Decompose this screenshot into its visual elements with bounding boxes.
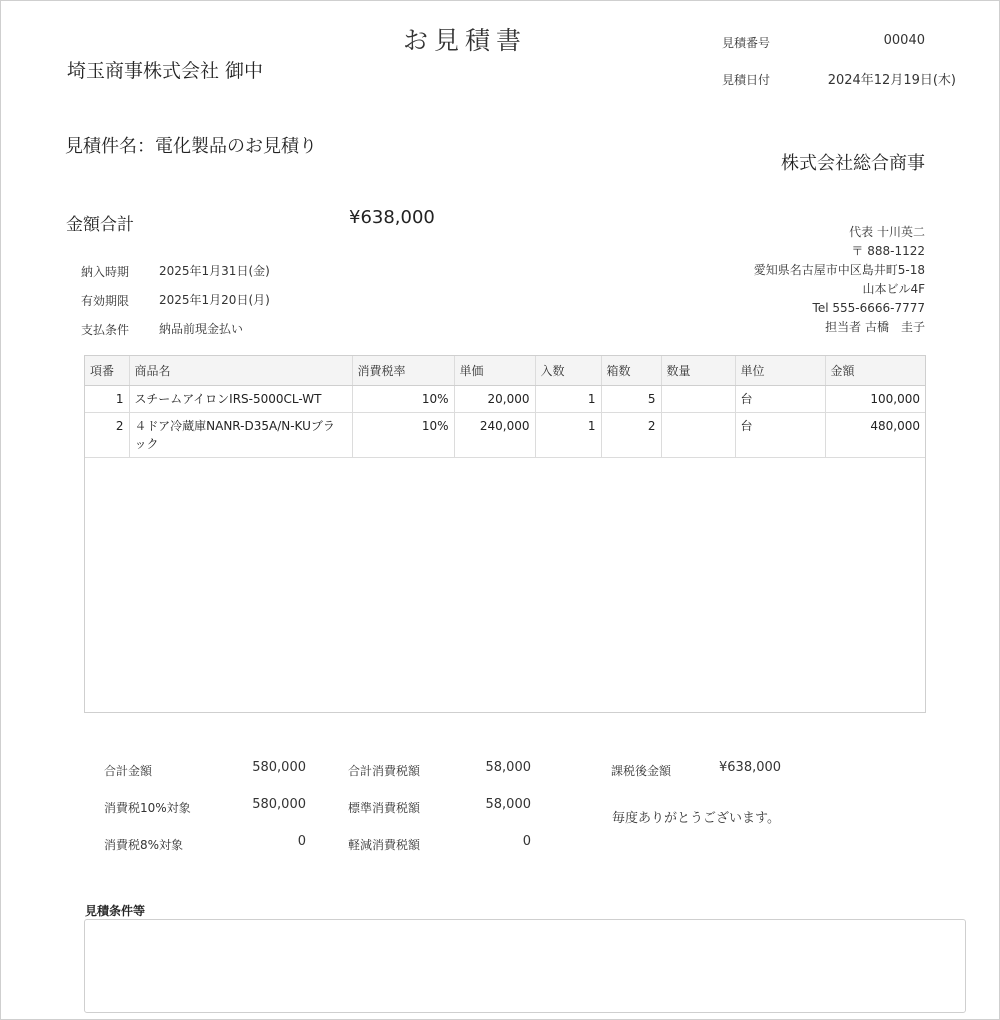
tax8-target-value: 0: [297, 834, 306, 849]
column-header: 消費税率: [352, 356, 454, 386]
table-row: [85, 413, 925, 458]
issuer-representative: 代表 十川英二: [849, 225, 925, 239]
reduced-tax-label: 軽減消費税額: [348, 838, 421, 852]
delivery-value: 2025年1月31日(金): [159, 264, 270, 278]
after-tax-label: 課税後金額: [611, 764, 672, 778]
notes-label: 見積条件等: [85, 904, 146, 918]
quote-number-label: 見積番号: [722, 36, 771, 50]
standard-tax-value: 58,000: [485, 797, 531, 812]
total-tax-label: 合計消費税額: [348, 764, 421, 778]
column-header: 単価: [454, 356, 535, 386]
issuer-address1: 愛知県名古屋市中区島井町5-18: [753, 263, 925, 277]
total-tax-value: 58,000: [485, 760, 531, 775]
issuer-tel: Tel 555-6666-7777: [812, 301, 925, 315]
payment-label: 支払条件: [81, 323, 130, 337]
notes-textarea[interactable]: [84, 919, 966, 1013]
subtotal-value: 580,000: [252, 760, 306, 775]
reduced-tax-value: 0: [522, 834, 531, 849]
column-header: 入数: [535, 356, 601, 386]
column-header: 商品名: [129, 356, 352, 386]
items-table: [85, 356, 925, 458]
cell-amount: 100,000: [825, 386, 925, 413]
quote-date-label: 見積日付: [722, 73, 771, 87]
cell-product-name: スチームアイロンIRS-5000CL-WT: [129, 386, 352, 413]
expiry-value: 2025年1月20日(月): [159, 293, 270, 307]
issuer-address2: 山本ビル4F: [862, 282, 925, 296]
total-label: 金額合計: [66, 215, 134, 235]
issuer-info: [754, 223, 925, 337]
after-tax-value: ¥638,000: [719, 760, 782, 775]
standard-tax-label: 標準消費税額: [348, 801, 421, 815]
cell-quantity: [661, 413, 735, 458]
cell-unit: 台: [735, 386, 825, 413]
subtotal-label: 合計金額: [104, 764, 153, 778]
expiry-label: 有効期限: [81, 294, 130, 308]
cell-no: 1: [85, 386, 129, 413]
cell-tax-rate: 10%: [352, 413, 454, 458]
cell-no: 2: [85, 413, 129, 458]
cell-boxes: 2: [601, 413, 661, 458]
items-header-row: [85, 356, 925, 386]
cell-product-name: ４ドア冷蔵庫NANR-D35A/N-KUブラック: [129, 413, 352, 458]
cell-unit-price: 20,000: [454, 386, 535, 413]
cell-amount: 480,000: [825, 413, 925, 458]
column-header: 数量: [661, 356, 735, 386]
issuer-company: 株式会社総合商事: [781, 153, 925, 174]
thanks-message: 毎度ありがとうございます。: [612, 811, 780, 826]
tax10-target-value: 580,000: [252, 797, 306, 812]
items-table-container: [84, 355, 926, 713]
column-header: 単位: [735, 356, 825, 386]
quote-date-value: 2024年12月19日(木): [827, 73, 956, 88]
issuer-postal: 〒 888-1122: [851, 244, 925, 258]
recipient-name: 埼玉商事株式会社 御中: [67, 60, 264, 82]
table-row: [85, 386, 925, 413]
delivery-label: 納入時期: [81, 265, 130, 279]
column-header: 箱数: [601, 356, 661, 386]
cell-per-box: 1: [535, 413, 601, 458]
document-title: お見積書: [403, 26, 528, 55]
tax8-target-label: 消費税8%対象: [104, 838, 184, 852]
tax10-target-label: 消費税10%対象: [104, 801, 191, 815]
cell-unit: 台: [735, 413, 825, 458]
quote-subject: 見積件名：電化製品のお見積り: [65, 136, 317, 157]
cell-per-box: 1: [535, 386, 601, 413]
column-header: 金額: [825, 356, 925, 386]
quote-number-value: 00040: [883, 33, 925, 48]
total-amount: ¥638,000: [349, 207, 435, 228]
cell-boxes: 5: [601, 386, 661, 413]
cell-unit-price: 240,000: [454, 413, 535, 458]
column-header: 項番: [85, 356, 129, 386]
payment-value: 納品前現金払い: [159, 322, 244, 336]
cell-quantity: [661, 386, 735, 413]
issuer-contact: 担当者 古橋 圭子: [825, 320, 925, 334]
cell-tax-rate: 10%: [352, 386, 454, 413]
